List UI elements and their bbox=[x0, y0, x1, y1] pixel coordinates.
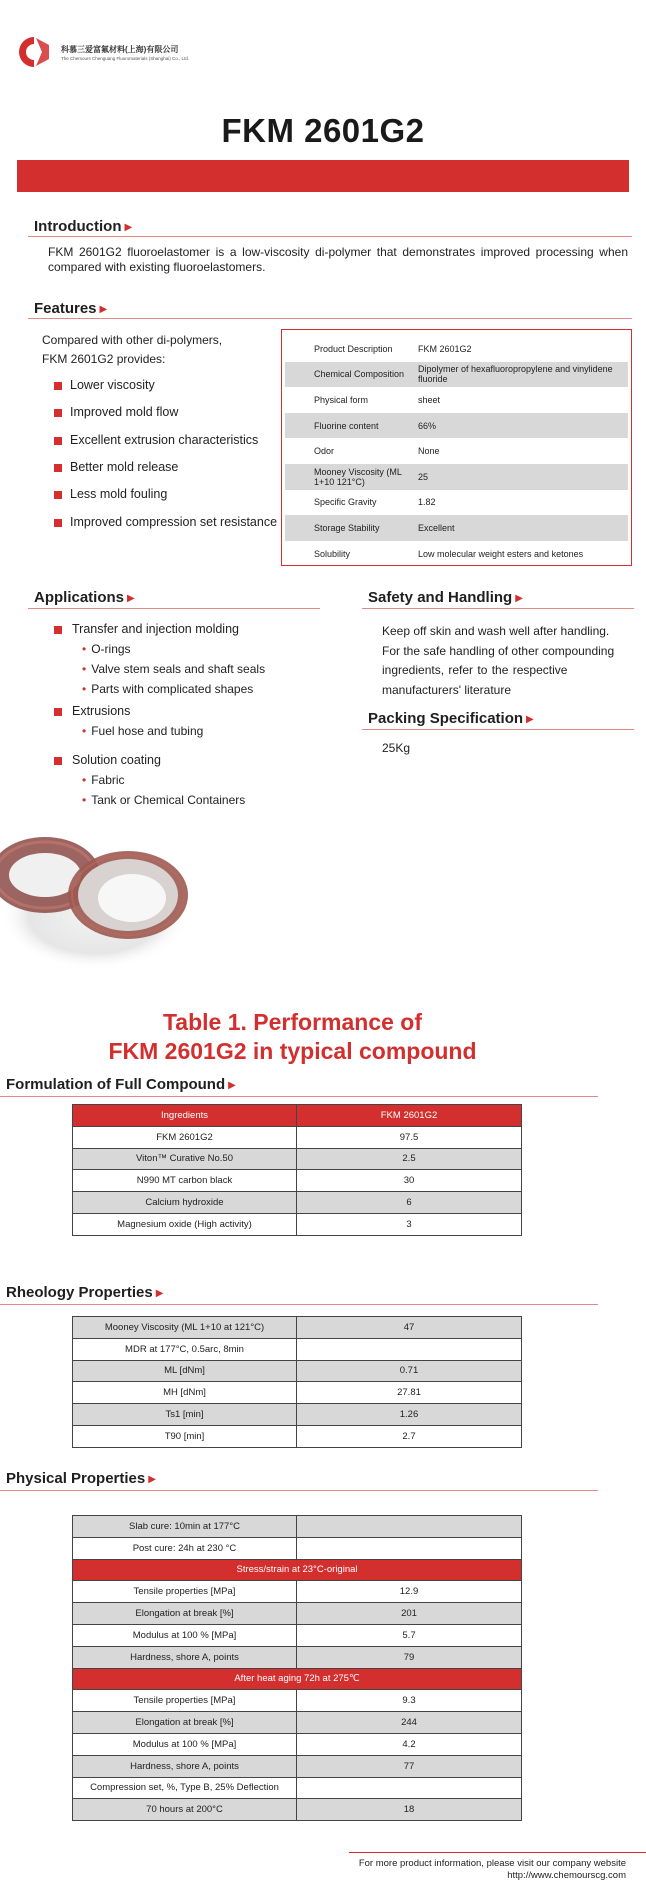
section-divider bbox=[28, 608, 320, 609]
property-key: Specific Gravity bbox=[314, 497, 377, 508]
property-row bbox=[285, 490, 628, 516]
logo-company-name-cn: 科慕三爱富氟材料(上海)有限公司 bbox=[61, 45, 179, 54]
table-cell: N990 MT carbon black bbox=[73, 1170, 297, 1192]
table-cell: 70 hours at 200°C bbox=[73, 1799, 297, 1821]
table-row bbox=[73, 1777, 522, 1799]
table-cell bbox=[297, 1338, 522, 1360]
property-key: Storage Stability bbox=[314, 522, 380, 533]
table-cell: MH [dNm] bbox=[73, 1382, 297, 1404]
section-divider bbox=[0, 1490, 598, 1491]
table-cell: Ts1 [min] bbox=[73, 1404, 297, 1426]
table1-title bbox=[0, 1008, 585, 1066]
table-cell: T90 [min] bbox=[73, 1425, 297, 1447]
table-row bbox=[73, 1690, 522, 1712]
title-band bbox=[17, 160, 629, 192]
features-intro bbox=[42, 331, 222, 369]
table-row bbox=[73, 1624, 522, 1646]
section-divider bbox=[0, 1096, 598, 1097]
property-key: Solubility bbox=[314, 548, 351, 559]
table-cell: 0.71 bbox=[297, 1360, 522, 1382]
table-row bbox=[73, 1516, 522, 1538]
footer-divider bbox=[349, 1852, 646, 1853]
application-item: • Tank or Chemical Containers bbox=[82, 793, 246, 807]
formulation-heading: Formulation of Full Compound ▶ bbox=[6, 1076, 236, 1093]
property-row bbox=[285, 413, 628, 439]
table-section-cell: After heat aging 72h at 275℃ bbox=[73, 1668, 522, 1690]
property-value: None bbox=[418, 446, 440, 457]
property-row bbox=[285, 541, 628, 567]
bullet-square-icon bbox=[54, 464, 62, 472]
table-row bbox=[73, 1581, 522, 1603]
features-list bbox=[54, 378, 278, 538]
table-cell: FKM 2601G2 bbox=[73, 1126, 297, 1148]
table-row bbox=[73, 1712, 522, 1734]
table-cell: Modulus at 100 % [MPa] bbox=[73, 1624, 297, 1646]
table-cell: Elongation at break [%] bbox=[73, 1712, 297, 1734]
table-cell: 2.5 bbox=[297, 1148, 522, 1170]
bullet-square-icon bbox=[54, 437, 62, 445]
property-value: 1.82 bbox=[418, 497, 436, 508]
table1-title-line: FKM 2601G2 in typical compound bbox=[108, 1038, 477, 1064]
table-cell: Calcium hydroxide bbox=[73, 1192, 297, 1214]
table1-title-line: Table 1. Performance of bbox=[162, 1009, 423, 1035]
section-divider bbox=[0, 1304, 598, 1305]
feature-item: Less mold fouling bbox=[70, 487, 168, 501]
section-divider bbox=[362, 608, 634, 609]
arrow-right-icon: ▶ bbox=[515, 593, 523, 604]
footer-text: For more product information, please visit our company website bbox=[358, 1858, 626, 1869]
feature-item: Better mold release bbox=[70, 460, 179, 474]
introduction-text: FKM 2601G2 fluoroelastomer is a low-viscosity di-polymer that demonstrates improved processing when compared with existing fluoroelastomers. bbox=[48, 245, 628, 274]
table-cell: Tensile properties [MPa] bbox=[73, 1581, 297, 1603]
property-key: Chemical Composition bbox=[314, 369, 405, 380]
footer-website-link[interactable]: http://www.chemourscg.com bbox=[507, 1870, 626, 1881]
rheology-heading: Rheology Properties ▶ bbox=[6, 1284, 164, 1301]
applications-list bbox=[54, 622, 324, 812]
safety-line: ingredients, refer to the respective bbox=[382, 663, 568, 677]
table-cell: 30 bbox=[297, 1170, 522, 1192]
features-heading: Features ▶ bbox=[34, 300, 108, 317]
property-value: 66% bbox=[418, 420, 437, 431]
table-row bbox=[73, 1148, 522, 1170]
table-cell: 244 bbox=[297, 1712, 522, 1734]
bullet-square-icon bbox=[54, 708, 62, 716]
table-row bbox=[73, 1733, 522, 1755]
table-cell: 77 bbox=[297, 1755, 522, 1777]
rubber-seal-image bbox=[0, 820, 190, 970]
property-row bbox=[285, 387, 628, 413]
safety-line: manufacturers' literature bbox=[382, 682, 512, 697]
table-row bbox=[73, 1338, 522, 1360]
table-row bbox=[73, 1192, 522, 1214]
application-item: • Valve stem seals and shaft seals bbox=[82, 662, 266, 676]
table-header-row bbox=[73, 1105, 522, 1127]
table-cell: Hardness, shore A, points bbox=[73, 1646, 297, 1668]
table-section-row bbox=[73, 1668, 522, 1690]
table-cell bbox=[297, 1777, 522, 1799]
table-row bbox=[73, 1537, 522, 1559]
table-cell: 47 bbox=[297, 1317, 522, 1339]
safety-line: Keep off skin and wash well after handling. bbox=[382, 624, 610, 638]
table-row bbox=[73, 1170, 522, 1192]
table-row bbox=[73, 1317, 522, 1339]
table-cell: 201 bbox=[297, 1603, 522, 1625]
application-item: • Fabric bbox=[82, 773, 125, 787]
table-cell: 18 bbox=[297, 1799, 522, 1821]
arrow-right-icon: ▶ bbox=[99, 304, 108, 315]
safety-heading: Safety and Handling ▶ bbox=[368, 589, 523, 606]
table-cell: 2.7 bbox=[297, 1425, 522, 1447]
table-cell: Magnesium oxide (High activity) bbox=[73, 1213, 297, 1235]
table-row bbox=[73, 1404, 522, 1426]
bullet-square-icon bbox=[54, 491, 62, 499]
property-row bbox=[285, 515, 628, 541]
application-group-title: Transfer and injection molding bbox=[72, 622, 239, 636]
applications-heading: Applications ▶ bbox=[34, 589, 135, 606]
bullet-square-icon bbox=[54, 519, 62, 527]
arrow-right-icon: ▶ bbox=[124, 222, 133, 233]
section-divider bbox=[28, 318, 632, 319]
physical-table bbox=[72, 1515, 522, 1821]
arrow-right-icon: ▶ bbox=[148, 1474, 156, 1485]
table-cell: 6 bbox=[297, 1192, 522, 1214]
feature-item: Excellent extrusion characteristics bbox=[70, 433, 259, 447]
table-cell: 12.9 bbox=[297, 1581, 522, 1603]
property-key: Product Description bbox=[314, 343, 393, 354]
property-value: Dipolymer of hexafluoropropylene and vinylidene fluoride bbox=[418, 364, 613, 385]
application-item: • Fuel hose and tubing bbox=[82, 724, 204, 738]
rheology-table bbox=[72, 1316, 522, 1448]
feature-item: Improved compression set resistance bbox=[70, 515, 278, 529]
bullet-square-icon bbox=[54, 409, 62, 417]
company-logo-icon bbox=[16, 35, 52, 69]
table-row bbox=[73, 1799, 522, 1821]
application-item: • O-rings bbox=[82, 642, 131, 656]
table-row bbox=[73, 1603, 522, 1625]
table-cell: Elongation at break [%] bbox=[73, 1603, 297, 1625]
feature-item: Lower viscosity bbox=[70, 378, 155, 392]
features-intro-line: Compared with other di-polymers, bbox=[42, 333, 223, 347]
table-cell: ML [dNm] bbox=[73, 1360, 297, 1382]
property-value: 25 bbox=[418, 471, 429, 482]
section-divider bbox=[362, 729, 634, 730]
arrow-right-icon: ▶ bbox=[127, 593, 135, 604]
property-row bbox=[285, 362, 628, 388]
property-key: Mooney Viscosity (ML 1+10 121°C) bbox=[314, 466, 402, 487]
table-cell: 3 bbox=[297, 1213, 522, 1235]
feature-item: Improved mold flow bbox=[70, 405, 179, 419]
table-cell: 9.3 bbox=[297, 1690, 522, 1712]
application-item: • Parts with complicated shapes bbox=[82, 682, 254, 696]
property-row bbox=[285, 438, 628, 464]
table-cell: 97.5 bbox=[297, 1126, 522, 1148]
application-group-title: Extrusions bbox=[72, 704, 131, 718]
property-row bbox=[285, 464, 628, 490]
property-key: Odor bbox=[314, 446, 335, 457]
table-section-cell: Stress/strain at 23°C-original bbox=[73, 1559, 522, 1581]
product-property-table bbox=[281, 329, 632, 566]
property-value: Excellent bbox=[418, 522, 455, 533]
table-cell bbox=[297, 1537, 522, 1559]
formulation-table bbox=[72, 1104, 522, 1236]
packing-value: 25Kg bbox=[382, 741, 411, 755]
arrow-right-icon: ▶ bbox=[155, 1288, 164, 1299]
introduction-heading: Introduction ▶ bbox=[34, 218, 133, 235]
table-section-row bbox=[73, 1559, 522, 1581]
features-intro-line: FKM 2601G2 provides: bbox=[42, 352, 166, 366]
bullet-square-icon bbox=[54, 626, 62, 634]
table-row bbox=[73, 1755, 522, 1777]
bullet-square-icon bbox=[54, 382, 62, 390]
arrow-right-icon: ▶ bbox=[228, 1080, 236, 1091]
table-cell: 4.2 bbox=[297, 1733, 522, 1755]
table-cell: Slab cure: 10min at 177°C bbox=[73, 1516, 297, 1538]
section-divider bbox=[28, 236, 632, 237]
property-key: Physical form bbox=[314, 394, 369, 405]
table-header-cell: FKM 2601G2 bbox=[297, 1105, 522, 1127]
property-value: FKM 2601G2 bbox=[418, 343, 472, 354]
application-group-title: Solution coating bbox=[72, 753, 161, 767]
table-cell: 79 bbox=[297, 1646, 522, 1668]
table-cell: Post cure: 24h at 230 °C bbox=[73, 1537, 297, 1559]
table-row bbox=[73, 1646, 522, 1668]
property-value: Low molecular weight esters and ketones bbox=[418, 548, 584, 559]
table-cell: 1.26 bbox=[297, 1404, 522, 1426]
packing-heading: Packing Specification ▶ bbox=[368, 710, 534, 727]
page-title: FKM 2601G2 bbox=[221, 112, 425, 149]
property-key: Fluorine content bbox=[314, 420, 379, 431]
arrow-right-icon: ▶ bbox=[526, 714, 534, 725]
table-cell: 5.7 bbox=[297, 1624, 522, 1646]
table-cell bbox=[297, 1516, 522, 1538]
table-cell: Modulus at 100 % [MPa] bbox=[73, 1733, 297, 1755]
table-row bbox=[73, 1382, 522, 1404]
physical-heading: Physical Properties ▶ bbox=[6, 1470, 156, 1487]
table-row bbox=[73, 1360, 522, 1382]
table-cell: Mooney Viscosity (ML 1+10 at 121°C) bbox=[73, 1317, 297, 1339]
table-row bbox=[73, 1126, 522, 1148]
bullet-square-icon bbox=[54, 757, 62, 765]
table-cell: Compression set, %, Type B, 25% Deflection bbox=[73, 1777, 297, 1799]
property-row bbox=[285, 336, 628, 362]
table-row bbox=[73, 1425, 522, 1447]
table-cell: Tensile properties [MPa] bbox=[73, 1690, 297, 1712]
table-cell: 27.81 bbox=[297, 1382, 522, 1404]
table-row bbox=[73, 1213, 522, 1235]
table-cell: Hardness, shore A, points bbox=[73, 1755, 297, 1777]
table-cell: MDR at 177°C, 0.5arc, 8min bbox=[73, 1338, 297, 1360]
property-value: sheet bbox=[418, 394, 441, 405]
safety-line: For the safe handling of other compounding bbox=[382, 643, 615, 658]
table-cell: Viton™ Curative No.50 bbox=[73, 1148, 297, 1170]
logo-company-name-en: The Chemours Chenguang Fluoromaterials (Shanghai) Co., Ltd. bbox=[61, 56, 190, 61]
table-header-cell: Ingredients bbox=[73, 1105, 297, 1127]
safety-text bbox=[382, 622, 622, 700]
